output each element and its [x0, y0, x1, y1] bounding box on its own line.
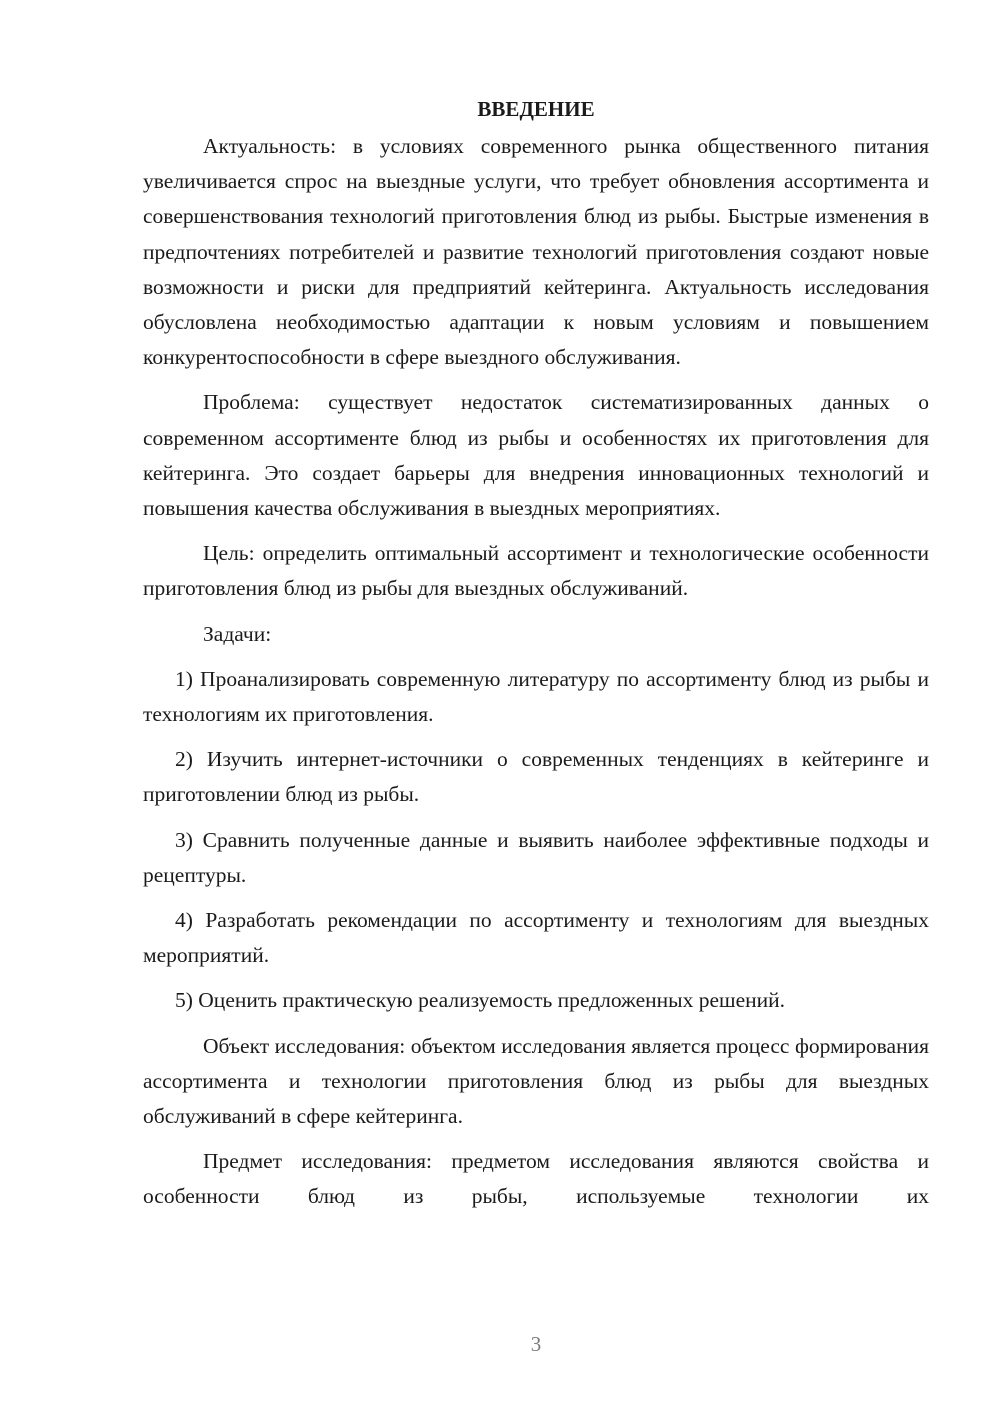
paragraph-goal: Цель: определить оптимальный ассортимент и технологические особенности приготовления блюд из рыбы для выездных обслуживаний.: [143, 541, 929, 601]
tasks-heading: Задачи:: [203, 621, 272, 646]
task-item-1: 1) Проанализировать современную литературу по ассортименту блюд из рыбы и технологиям их приготовления.: [143, 666, 929, 727]
section-title: ВВЕДЕНИЕ: [477, 97, 595, 121]
paragraph-problem: Проблема: существует недостаток систематизированных данных о современном ассортименте блюд из рыбы и особенностях их приготовления для кейтеринга. Это создает барьеры для внедрения инновационных технологий и повышения качества обслуживания в выездных мероприятиях.: [143, 390, 929, 521]
task-item-2: 2) Изучить интернет-источники о современных тенденциях в кейтеринге и приготовлении блюд из рыбы.: [143, 747, 929, 807]
paragraph-subject: Предмет исследования: предметом исследования являются свойства и особенности блюд из рыбы, используемые технологии их: [143, 1149, 929, 1209]
task-item-3: 3) Сравнить полученные данные и выявить наиболее эффективные подходы и рецептуры.: [143, 827, 929, 887]
paragraph-relevance: Актуальность: в условиях современного рынка общественного питания увеличивается спрос на выездные услуги, что требует обновления ассортимента и совершенствования технологий приготовления блюд из рыбы. Быстрые изменения в предпочтениях потребителей и развитие технологий приготовления создают новые возможности и риски для предприятий кейтеринга. Актуальность исследования обусловлена необходимостью адаптации к новым условиям и повышением конкурентоспособности в сфере выездного обслуживания.: [143, 134, 929, 370]
task-item-5: 5) Оценить практическую реализуемость предложенных решений.: [175, 988, 786, 1013]
document-page: [143, 92, 929, 1225]
page-number: 3: [530, 1332, 542, 1356]
task-item-4: 4) Разработать рекомендации по ассортименту и технологиям для выездных мероприятий.: [143, 908, 929, 968]
paragraph-object: Объект исследования: объектом исследования является процесс формирования ассортимента и технологии приготовления блюд из рыбы для выездных обслуживаний в сфере кейтеринга.: [143, 1033, 929, 1129]
